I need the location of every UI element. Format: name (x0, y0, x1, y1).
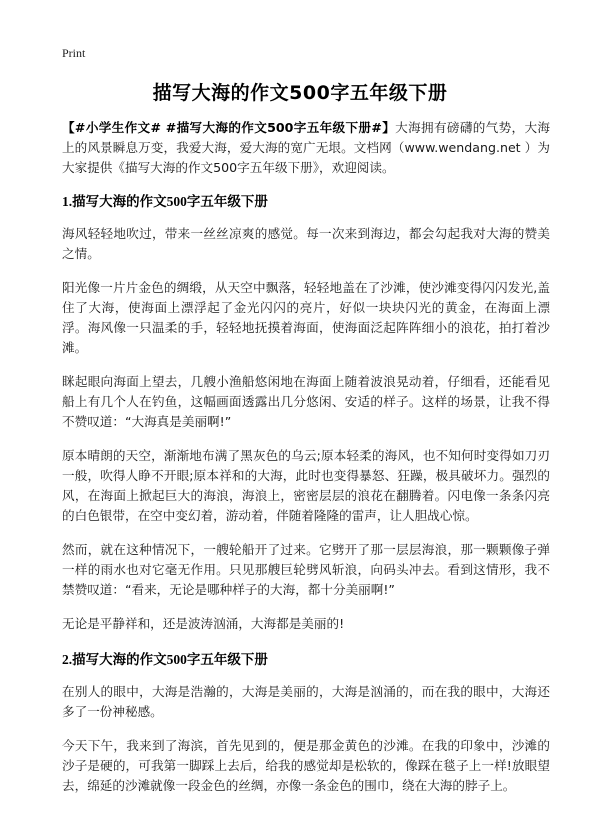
intro-paragraph (62, 118, 550, 178)
document-body (62, 118, 550, 810)
paragraph: 无论是平静祥和，还是波涛汹涌，大海都是美丽的! (62, 616, 345, 631)
section-1 (62, 190, 550, 634)
section-heading: 2.描写大海的作文500字五年级下册 (62, 652, 268, 667)
paragraph: 在别人的眼中，大海是浩瀚的，大海是美丽的，大海是汹涌的，而在我的眼中，大海还多了一份神秘感。 (62, 684, 550, 719)
document-title: 描写大海的作文500字五年级下册 (152, 82, 448, 104)
paragraph: 海风轻轻地吹过，带来一丝丝凉爽的感觉。每一次来到海边，都会勾起我对大海的赞美之情。 (62, 226, 550, 261)
intro-text: 大海拥有磅礴的气势，大海上的风景瞬息万变，我爱大海，爱大海的宽广无垠。文档网（www.wendang.net ）为大家提供《描写大海的作文500字五年级下册》，欢迎阅读。 (62, 120, 550, 175)
paragraph: 阳光像一片片金色的绸缎，从天空中飘落，轻轻地盖在了沙滩，使沙滩变得闪闪发光,盖住了大海，使海面上漂浮起了金光闪闪的亮片，好似一块块闪光的黄金，在海面上漂浮。海风像一只温柔的手，轻轻地抚摸着海面，使海面泛起阵阵细小的浪花，拍打着沙滩。 (62, 280, 550, 355)
intro-tag: 【#小学生作文# #描写大海的作文500字五年级下册#】 (62, 120, 396, 135)
paragraph: 眯起眼向海面上望去，几艘小渔船悠闲地在海面上随着波浪晃动着，仔细看，还能看见船上有几个人在钓鱼，这幅画面透露出几分悠闲、安适的样子。这样的场景，让我不得不赞叹道：“大海真是美丽啊!” (62, 374, 550, 429)
paragraph: 然而，就在这种情况下，一艘轮船开了过来。它劈开了那一层层海浪，那一颗颗像子弹一样的雨水也对它毫无作用。只见那艘巨轮劈风斩浪，向码头冲去。看到这情形，我不禁赞叹道：“看来，无论是哪种样子的大海，都十分美丽啊!” (62, 542, 550, 597)
print-label: Print (62, 46, 86, 60)
paragraph: 原本晴朗的天空，渐渐地布满了黑灰色的乌云;原本轻柔的海风，也不知何时变得如刀刃一般，吹得人睁不开眼;原本祥和的大海，此时也变得暴怒、狂躁，极具破坏力。强烈的风，在海面上掀起巨大的海浪，海浪上，密密层层的浪花在翻腾着。闪电像一条条闪亮的白色银带，在空中变幻着，游动着，伴随着隆隆的雷声，让人胆战心惊。 (62, 448, 550, 523)
paragraph: 今天下午，我来到了海滨，首先见到的，便是那金黄色的沙滩。在我的印象中，沙滩的沙子是硬的，可我第一脚踩上去后，给我的感觉却是松软的，像踩在毯子上一样!放眼望去，绵延的沙滩就像一段金色的丝绸，亦像一条金色的围巾，绕在大海的脖子上。 (62, 738, 550, 793)
section-2 (62, 648, 550, 796)
section-heading: 1.描写大海的作文500字五年级下册 (62, 194, 268, 209)
